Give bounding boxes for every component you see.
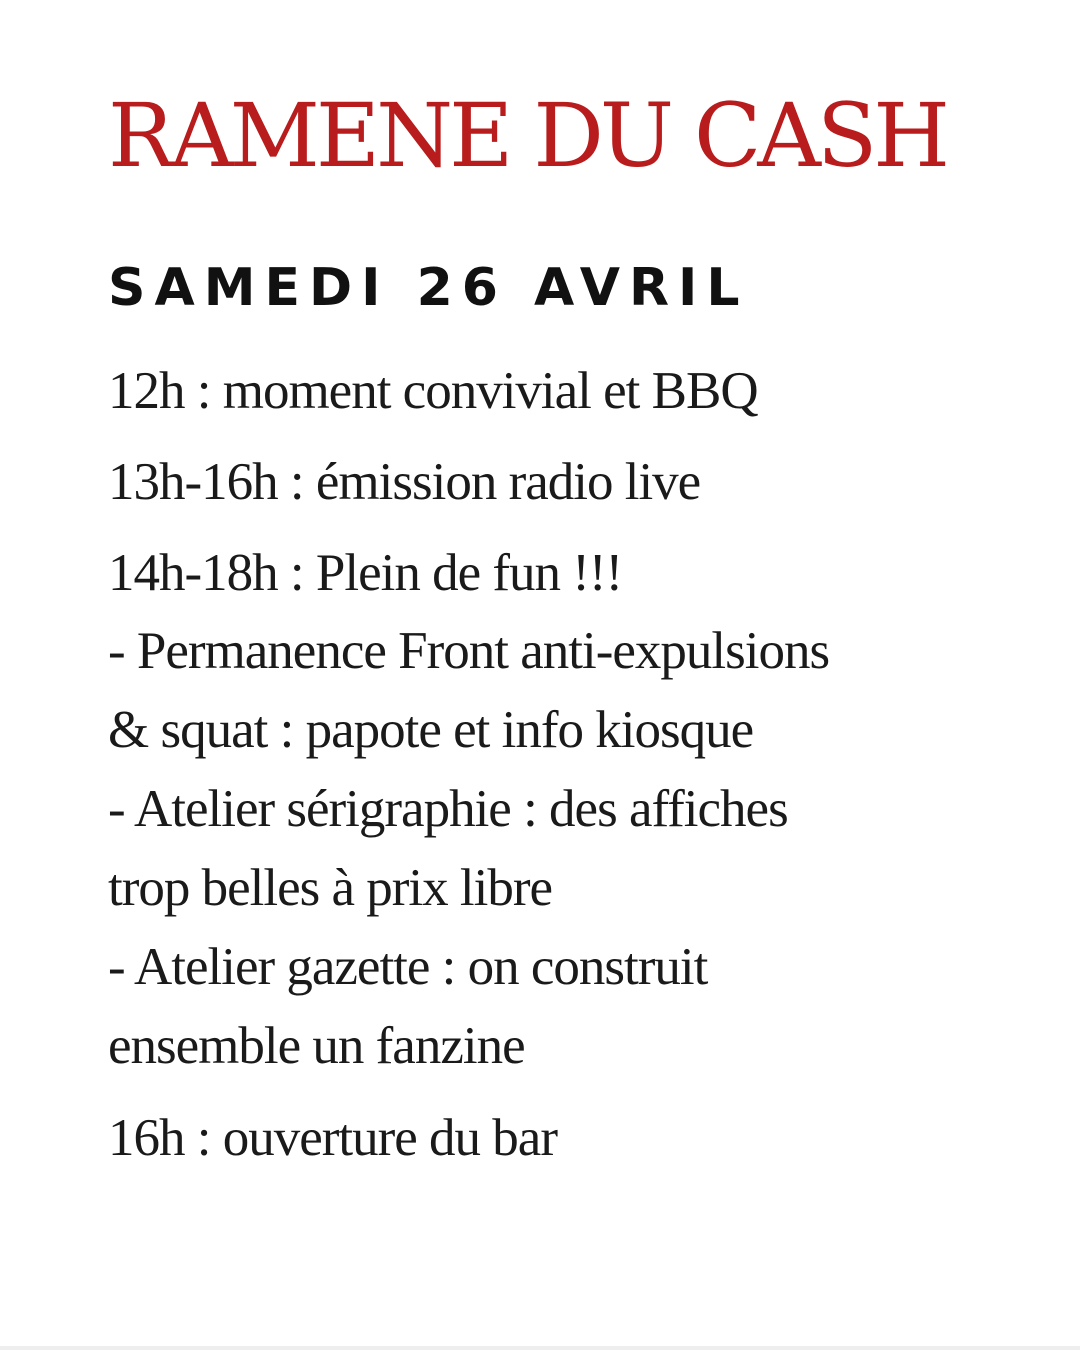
schedule-line-gazette: - Atelier gazette : on construit (108, 938, 708, 996)
event-title: RAMENE DU CASH (108, 84, 946, 187)
schedule-list (108, 352, 1038, 1177)
schedule-line-radio: 13h-16h : émission radio live (108, 453, 701, 511)
schedule-line-serigraphie-cont: trop belles à prix libre (108, 859, 553, 917)
event-date: SAMEDI 26 AVRIL (108, 258, 749, 318)
bottom-divider (0, 1346, 1080, 1350)
schedule-line-serigraphie: - Atelier sérigraphie : des affiches (108, 780, 788, 838)
schedule-line-fun: 14h-18h : Plein de fun !!! (108, 544, 623, 602)
schedule-line-bbq: 12h : moment convivial et BBQ (108, 362, 758, 420)
schedule-line-permanence: - Permanence Front anti-expulsions (108, 622, 830, 680)
schedule-line-gazette-cont: ensemble un fanzine (108, 1017, 525, 1075)
schedule-line-bar: 16h : ouverture du bar (108, 1109, 557, 1167)
schedule-line-permanence-cont: & squat : papote et info kiosque (108, 701, 754, 759)
